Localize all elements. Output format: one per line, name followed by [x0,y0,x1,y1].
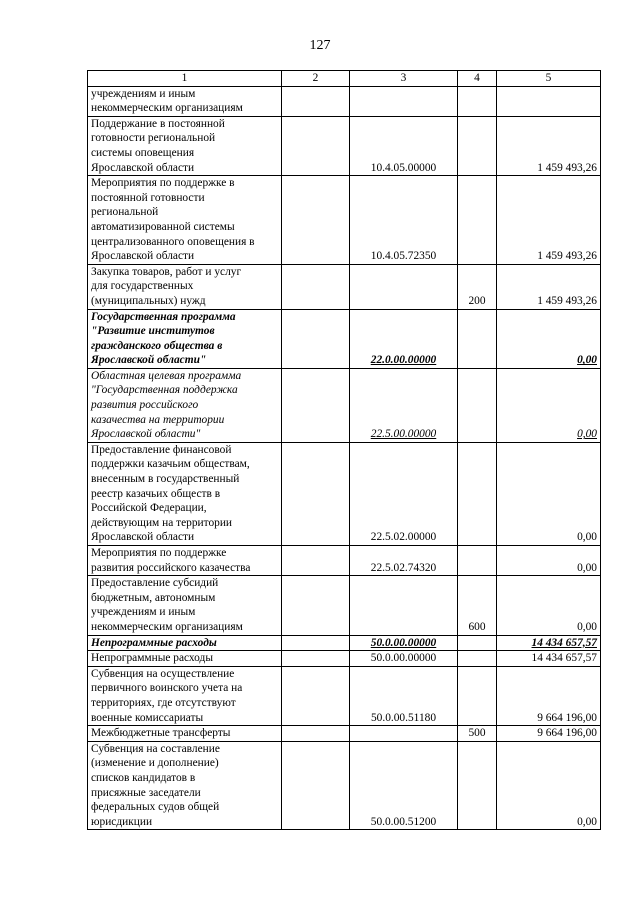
row-name-cell [88,726,282,742]
row-name-line: "Развитие институтов [91,325,215,338]
row-name-line: первичного воинского учета на [91,682,243,695]
row-col2-cell [282,264,350,309]
table-row [88,546,601,576]
row-code-cell [350,442,458,545]
row-code-cell [350,635,458,651]
row-name-cell [88,309,282,368]
table-row [88,116,601,175]
row-type-value: 600 [468,620,486,633]
row-name-line: Ярославской области" [91,428,201,441]
row-name-line: территориях, где отсутствуют [91,696,236,709]
row-code-value: 50.0.00.00000 [370,636,437,649]
row-name-line: Межбюджетные трансферты [91,727,231,740]
row-name-line: постоянной готовности [91,191,205,204]
row-name-line: Российской Федерации, [91,502,207,515]
row-name-line: некоммерческим организациям [91,102,243,115]
table-row [88,651,601,667]
row-name-line: централизованного оповещения в [91,235,255,248]
table-row [88,741,601,830]
table-row [88,726,601,742]
row-name-cell [88,546,282,576]
row-name-line: Непрограммные расходы [91,652,213,665]
row-name-line: учреждениям и иным [91,606,196,619]
row-name-line: Ярославской области [91,161,195,174]
header-col-2: 2 [282,71,350,87]
row-amount-cell [497,666,601,725]
row-name-cell [88,576,282,635]
row-col2-cell [282,741,350,830]
row-name-cell [88,442,282,545]
row-col2-cell [282,726,350,742]
row-col2-cell [282,86,350,116]
row-amount-cell [497,442,601,545]
row-name-line: некоммерческим организациям [91,620,243,633]
row-name-line: Субвенция на осуществление [91,667,235,680]
row-name-line: действующим на территории [91,516,233,529]
row-amount-cell [497,309,601,368]
table-header-row [88,71,601,87]
page-number: 127 [309,38,331,53]
row-name-line: Закупка товаров, работ и услуг [91,265,242,278]
row-type-cell [458,651,497,667]
table-row [88,264,601,309]
row-code-cell [350,116,458,175]
row-amount-value: 0,00 [577,620,597,633]
table-row [88,86,601,116]
row-type-cell [458,741,497,830]
row-amount-value: 1 459 493,26 [537,294,597,307]
row-name-cell [88,666,282,725]
row-col2-cell [282,309,350,368]
row-col2-cell [282,176,350,265]
row-name-line: поддержки казачьим обществам, [91,458,250,471]
budget-table [87,70,601,830]
header-col-4: 4 [458,71,497,87]
table-row [88,666,601,725]
row-name-line: Мероприятия по поддержке [91,547,227,559]
header-col-1: 1 [88,71,282,87]
row-code-cell [350,86,458,116]
row-name-line: военные комиссариаты [91,711,204,724]
table-row [88,442,601,545]
row-name-cell [88,86,282,116]
row-name-line: для государственных [91,280,194,293]
row-amount-cell [497,368,601,442]
row-name-line: Ярославской области" [91,354,207,367]
table-row [88,309,601,368]
row-col2-cell [282,666,350,725]
row-name-line: юрисдикции [91,815,153,828]
row-name-line: Непрограммные расходы [91,636,217,649]
row-col2-cell [282,116,350,175]
row-name-line: учреждениям и иным [91,87,196,100]
row-code-cell [350,546,458,576]
row-amount-cell [497,741,601,830]
row-col2-cell [282,651,350,667]
row-type-cell [458,576,497,635]
row-name-line: Государственная программа [91,310,236,323]
row-amount-cell [497,576,601,635]
row-code-cell [350,651,458,667]
row-name-line: (изменение и дополнение) [91,757,219,770]
row-amount-value: 0,00 [577,815,597,828]
row-amount-value: 1 459 493,26 [537,250,597,263]
row-type-cell [458,546,497,576]
table-row [88,576,601,635]
row-name-line: готовности региональной [91,132,216,145]
header-col-3: 3 [350,71,458,87]
row-col2-cell [282,635,350,651]
row-amount-cell [497,86,601,116]
row-name-cell [88,635,282,651]
row-type-cell [458,309,497,368]
row-name-line: Ярославской области [91,250,195,263]
row-col2-cell [282,368,350,442]
row-amount-value: 0,00 [577,428,597,441]
row-type-cell [458,666,497,725]
table-row [88,176,601,265]
row-type-cell [458,442,497,545]
row-col2-cell [282,442,350,545]
row-amount-cell [497,651,601,667]
row-name-line: Областная целевая программа [91,369,242,382]
row-code-value: 10.4.05.72350 [370,250,437,263]
row-code-value: 50.0.00.51200 [370,815,437,828]
row-code-cell [350,741,458,830]
row-name-line: реестр казачьих обществ в [91,487,221,500]
row-name-line: системы оповещения [91,146,195,159]
row-code-value: 22.5.02.74320 [370,561,437,574]
row-type-cell [458,264,497,309]
row-amount-value: 0,00 [577,354,597,367]
row-code-value: 50.0.00.00000 [370,652,437,665]
row-amount-cell [497,546,601,576]
row-code-value: 22.5.00.00000 [370,428,437,441]
table-row [88,635,601,651]
row-code-cell [350,309,458,368]
row-name-line: развития российского [91,399,199,412]
row-name-line: Поддержание в постоянной [91,117,225,130]
row-name-line: региональной [91,206,159,219]
row-amount-cell [497,264,601,309]
row-code-cell [350,176,458,265]
row-name-line: (муниципальных) нужд [91,294,206,307]
row-name-cell [88,368,282,442]
row-amount-value: 9 664 196,00 [537,711,597,724]
row-name-cell [88,176,282,265]
row-code-cell [350,576,458,635]
row-type-cell [458,86,497,116]
row-code-cell [350,264,458,309]
row-name-line: развития российского казачества [91,561,251,574]
row-name-line: "Государственная поддержка [91,384,238,397]
row-amount-cell [497,726,601,742]
row-name-line: Предоставление финансовой [91,443,232,456]
row-amount-value: 14 434 657,57 [531,652,597,665]
row-name-line: Субвенция на составление [91,742,220,755]
row-col2-cell [282,546,350,576]
row-amount-value: 1 459 493,26 [537,161,597,174]
table-row [88,368,601,442]
row-name-line: гражданского общества в [91,339,223,352]
row-type-cell [458,368,497,442]
row-amount-cell [497,635,601,651]
row-col2-cell [282,576,350,635]
row-code-cell [350,666,458,725]
row-amount-value: 9 664 196,00 [537,727,597,740]
row-name-line: федеральных судов общей [91,801,220,814]
row-name-line: казачества на территории [91,413,225,426]
row-type-cell [458,726,497,742]
row-amount-cell [497,176,601,265]
row-code-cell [350,726,458,742]
row-code-value: 10.4.05.00000 [370,161,437,174]
row-name-line: автоматизированной системы [91,220,235,233]
row-code-value: 22.0.00.00000 [370,354,437,367]
row-type-cell [458,116,497,175]
row-name-line: Мероприятия по поддержке в [91,177,235,190]
row-code-cell [350,368,458,442]
row-amount-cell [497,116,601,175]
row-name-cell [88,264,282,309]
row-amount-value: 14 434 657,57 [531,636,597,649]
row-name-line: Предоставление субсидий [91,577,219,590]
row-name-line: бюджетным, автономным [91,591,216,604]
row-code-value: 22.5.02.00000 [370,531,437,544]
row-type-cell [458,176,497,265]
row-amount-value: 0,00 [577,561,597,574]
row-name-cell [88,741,282,830]
header-col-5: 5 [497,71,601,87]
row-name-line: Ярославской области [91,531,195,544]
row-amount-value: 0,00 [577,531,597,544]
row-name-cell [88,651,282,667]
row-type-value: 200 [468,294,486,307]
row-name-line: присяжные заседатели [91,786,201,799]
row-name-line: списков кандидатов в [91,771,196,784]
row-type-cell [458,635,497,651]
row-code-value: 50.0.00.51180 [370,711,437,724]
row-name-cell [88,116,282,175]
row-name-line: внесенным в государственный [91,473,240,486]
row-type-value: 500 [468,727,486,740]
